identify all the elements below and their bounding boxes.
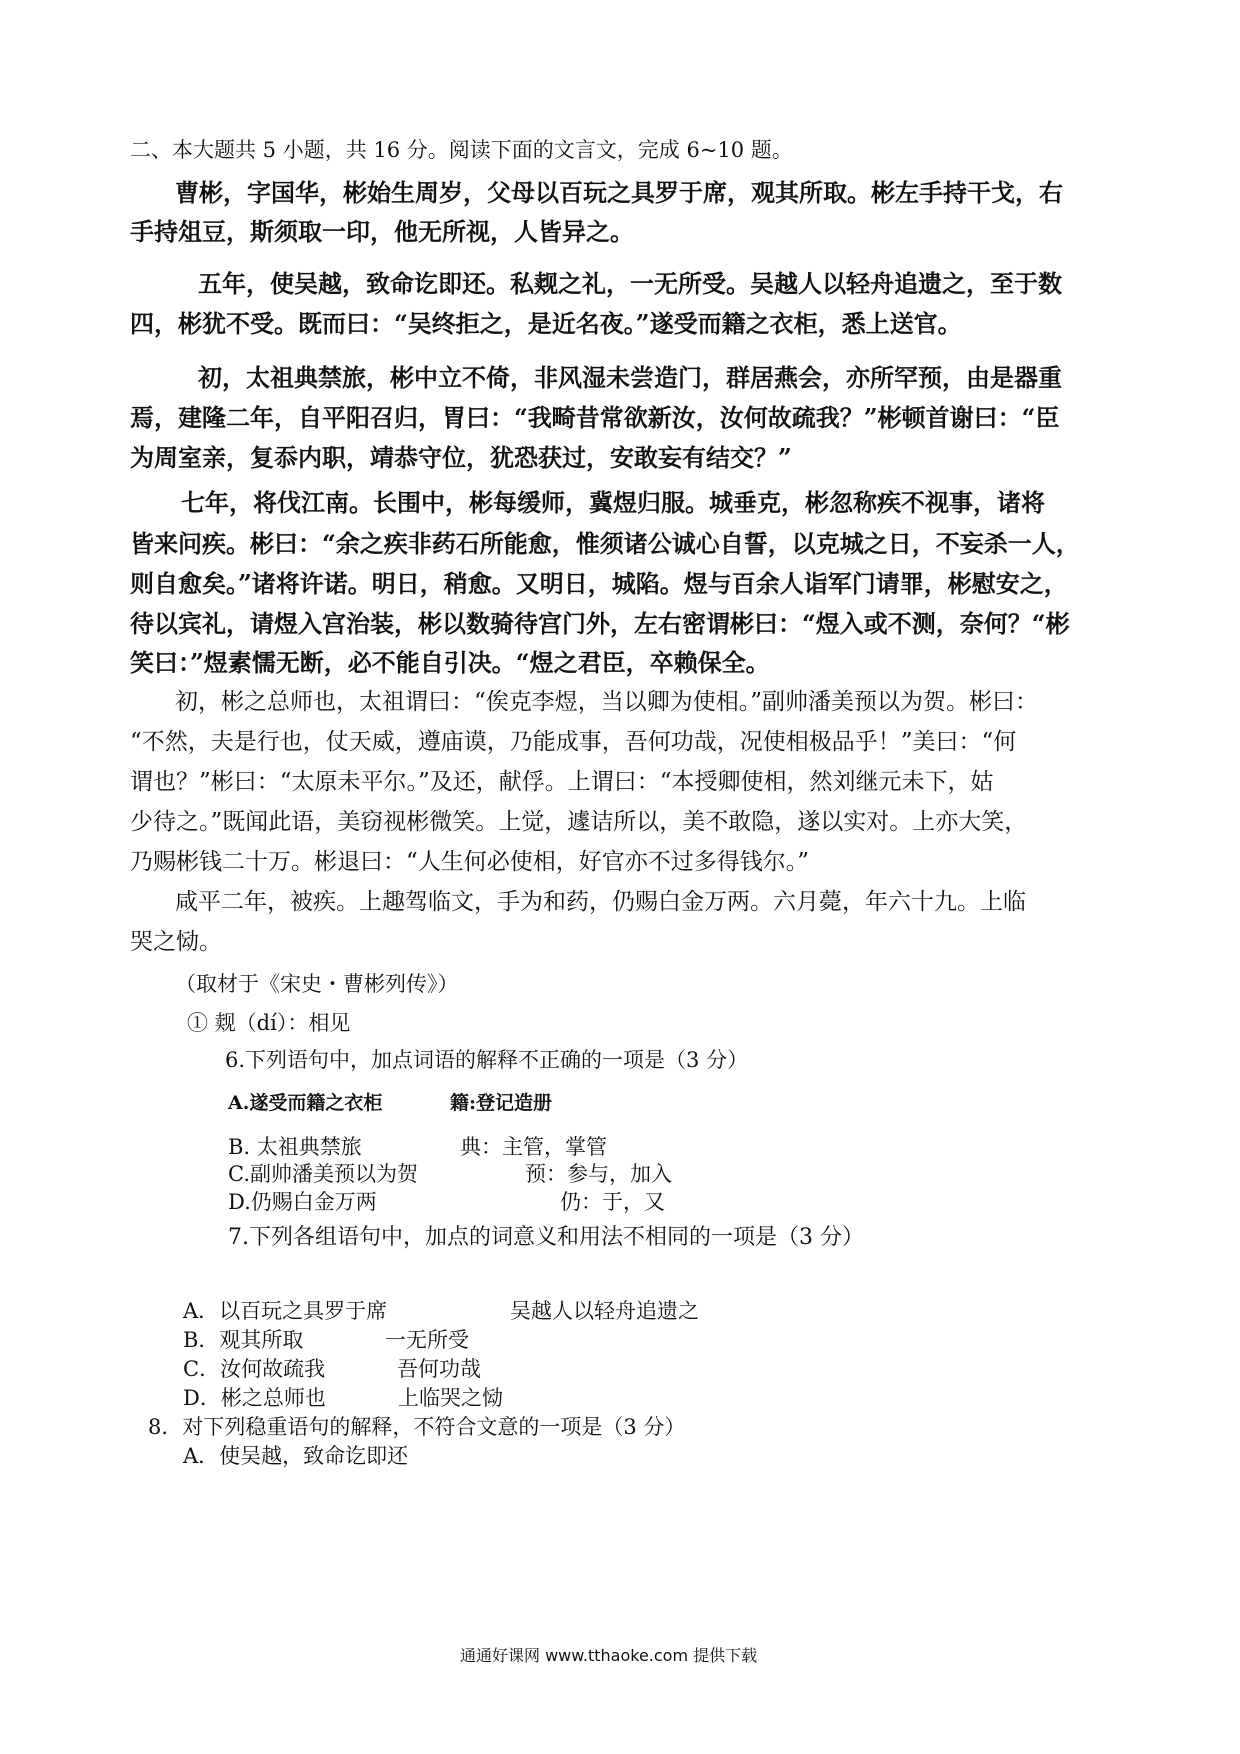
passage-line: “不然，夫是行也，仗天威，遵庙谟，乃能成事，吾何功哉，况使相极品乎！”美曰：“何	[130, 729, 1017, 755]
option-gloss: 仍：于，又	[560, 1190, 665, 1214]
passage-line: 咸平二年，被疾。上趣驾临文，手为和药，仍赐白金万两。六月薨，年六十九。上临	[175, 889, 1026, 915]
passage-line: 谓也？”彬曰：“太原未平尔。”及还，献俘。上谓曰：“本授卿使相，然刘继元未下，姑	[130, 769, 994, 795]
passage-line: 乃赐彬钱二十万。彬退曰：“人生何必使相，好官亦不过多得钱尔。”	[130, 849, 810, 875]
question-stem: 7.下列各组语句中，加点的词意义和用法不相同的一项是（3 分）	[228, 1225, 864, 1250]
passage-line: 少待之。”既闻此语，美窃视彬微笑。上觉，遽诘所以，美不敢隐，遂以实对。上亦大笑，	[130, 809, 1028, 835]
footnote: ① 觌（dí）：相见	[187, 1011, 351, 1035]
passage-line: 为周室亲，复忝内职，靖恭守位，犹恐获过，安敢妄有结交？”	[130, 443, 792, 472]
passage-line: 四，彬犹不受。既而曰：“吴终拒之，是近名夜。”遂受而籍之衣柜，悉上送官。	[130, 309, 962, 338]
option-label: D.仍赐白金万两	[228, 1190, 377, 1214]
option-left: D．彬之总师也	[183, 1386, 326, 1410]
source-citation: （取材于《宋史・曹彬列传》）	[175, 972, 459, 996]
option-right: 一无所受	[385, 1328, 469, 1352]
passage-line: 曹彬，字国华，彬始生周岁，父母以百玩之具罗于席，观其所取。彬左手持干戈，右	[175, 178, 1063, 207]
option-gloss: 典：主管，掌管	[460, 1135, 607, 1159]
passage-line: 待以宾礼，请煜入宫治装，彬以数骑待宫门外，左右密谓彬曰：“煜入或不测，奈何？“彬	[130, 609, 1070, 638]
option-left: B．观其所取	[183, 1328, 304, 1352]
passage-line: 焉，建隆二年，自平阳召归，胃曰：“我畸昔常欲新汝，汝何故疏我？”彬顿首谢曰：“臣	[130, 403, 1060, 432]
option-left: C．汝何故疏我	[183, 1357, 326, 1381]
passage-line: 初，太祖典禁旅，彬中立不倚，非风湿未尝造门，群居燕会，亦所罕预，由是器重	[198, 363, 1062, 392]
passage-line: 初，彬之总师也，太祖谓曰：“俟克李煜，当以卿为使相。”副帅潘美预以为贺。彬曰：	[175, 689, 1039, 715]
question-stem: 8．对下列稳重语句的解释，不符合文意的一项是（3 分）	[148, 1415, 686, 1439]
option-gloss: 籍:登记造册	[450, 1092, 553, 1114]
option-gloss: 预：参与，加入	[525, 1162, 672, 1186]
option-left: A．以百玩之具罗于席	[183, 1299, 388, 1323]
question-stem: 6.下列语句中，加点词语的解释不正确的一项是（3 分）	[225, 1048, 749, 1072]
passage-line: 七年，将伐江南。长围中，彬每缓师，冀煜归服。城垂克，彬忽称疾不视事，诸将	[181, 488, 1045, 517]
passage-line: 则自愈矣。”诸将许诺。明日，稍愈。又明日，城陷。煜与百余人诣军门请罪，彬慰安之，	[130, 569, 1068, 598]
passage-line: 笑曰：”煜素懦无断，必不能自引决。“煜之君臣，卒赖保全。	[130, 648, 770, 677]
option-right: 吾何功哉	[397, 1357, 481, 1381]
passage-line: 哭之恸。	[130, 929, 222, 955]
passage-line: 皆来问疾。彬曰：“余之疾非药石所能愈，惟须诸公诚心自誓，以克城之日，不妄杀一人，	[130, 529, 1080, 558]
option-label: A．使吴越，致命讫即还	[183, 1444, 409, 1468]
section-header: 二、本大题共 5 小题，共 16 分。阅读下面的文言文，完成 6~10 题。	[130, 138, 793, 162]
page-footer: 通通好课网 www.tthaoke.com 提供下载	[460, 1646, 758, 1665]
passage-line: 五年，使吴越，致命讫即还。私觌之礼，一无所受。吴越人以轻舟追遗之，至于数	[198, 269, 1062, 298]
option-right: 上临哭之恸	[398, 1386, 503, 1410]
option-label: C.副帅潘美预以为贺	[228, 1162, 418, 1186]
option-right: 吴越人以轻舟追遗之	[510, 1299, 699, 1323]
option-label: A.遂受而籍之衣柜	[228, 1092, 383, 1114]
passage-line: 手持俎豆，斯须取一印，他无所视，人皆异之。	[130, 217, 634, 246]
option-label: B. 太祖典禁旅	[228, 1135, 362, 1159]
